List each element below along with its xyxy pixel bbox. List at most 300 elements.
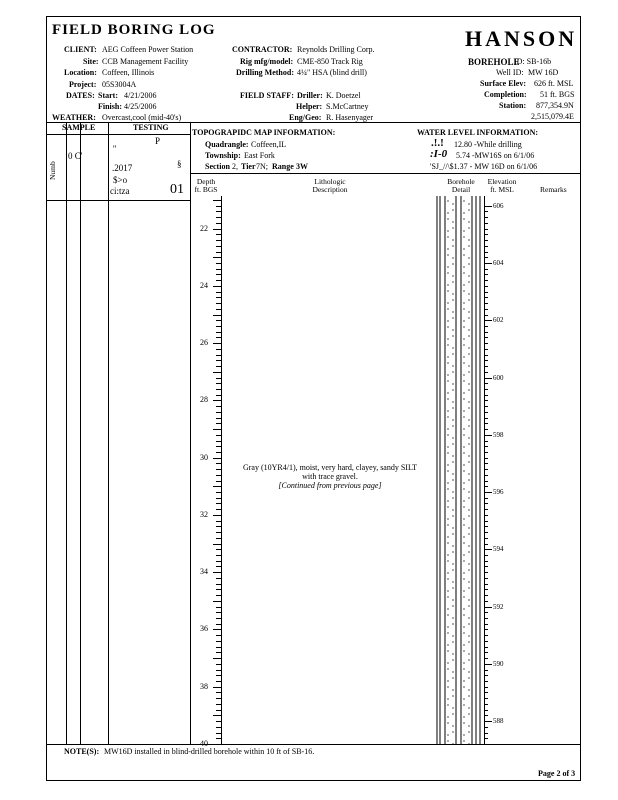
elevation-tick [484, 400, 488, 401]
elevation-tick [484, 675, 488, 676]
elevation-tick [484, 240, 488, 241]
elevation-label: 588 [493, 717, 504, 726]
elevation-tick [484, 710, 488, 711]
township-label: Township: [205, 151, 241, 160]
elevation-tick [484, 360, 488, 361]
elev-header-2: ft. MSL [490, 185, 514, 194]
station-label: Station: [499, 101, 527, 110]
elevation-tick [484, 544, 488, 545]
sample-label: SAMPLE [62, 123, 96, 132]
depth-tick [216, 326, 221, 327]
litho-header-2: Description [312, 185, 348, 194]
header-fragment-a: '' [113, 144, 117, 154]
depth-tick [216, 698, 221, 699]
depth-tick [216, 360, 221, 361]
col-line-1 [66, 122, 67, 744]
elevation-tick [484, 206, 492, 207]
finish-value: 4/25/2006 [124, 102, 157, 111]
elevation-tick [484, 274, 488, 275]
elevation-tick [484, 372, 488, 373]
depth-tick [213, 744, 221, 745]
topo-title: TOPOGRAPIDC MAP INFORMATION: [192, 128, 336, 137]
remarks-header: Remarks [540, 185, 567, 194]
elevation-tick [484, 366, 488, 367]
elevation-tick [484, 658, 488, 659]
depth-label: 34 [200, 567, 208, 577]
depth-tick [216, 332, 221, 333]
depth-tick [216, 549, 221, 550]
range-value: 3W [296, 162, 308, 171]
elevation-tick [484, 566, 488, 567]
elevation-tick [484, 223, 488, 224]
depth-tick [213, 229, 221, 230]
elevation-tick [484, 326, 488, 327]
table-bottom [46, 744, 581, 745]
elevation-tick [484, 492, 492, 493]
notes-label: NOTE(S): [64, 747, 100, 756]
depth-tick [216, 492, 221, 493]
elevation-tick [484, 641, 488, 642]
depth-tick [216, 412, 221, 413]
water-symbol-2: :I-0 [430, 148, 448, 160]
elevation-tick [484, 687, 488, 688]
elevation-tick [484, 429, 488, 430]
elevation-tick [484, 618, 488, 619]
depth-label: 36 [200, 624, 208, 634]
elevation-tick [484, 343, 488, 344]
field-staff-label: FIELD STAFF: [240, 91, 294, 100]
elevation-tick [484, 458, 488, 459]
page-number: Page 2 of 3 [538, 769, 576, 778]
elevation-tick [484, 664, 492, 665]
depth-tick [216, 532, 221, 533]
elevation-tick [484, 715, 488, 716]
depth-tick [216, 292, 221, 293]
depth-tick [216, 274, 221, 275]
depth-tick [216, 337, 221, 338]
depth-tick [213, 372, 221, 373]
depth-tick [216, 578, 221, 579]
depth-tick [216, 320, 221, 321]
depth-tick [216, 240, 221, 241]
elevation-tick [484, 503, 488, 504]
completion-label: Completion: [484, 90, 527, 99]
elevation-tick [484, 406, 488, 407]
depth-tick [216, 389, 221, 390]
header-fragment-g: 01 [170, 182, 184, 197]
depth-tick [216, 635, 221, 636]
elevation-tick [484, 389, 488, 390]
elevation-tick [484, 549, 492, 550]
rig-label: Rig mfg/model: [240, 57, 294, 66]
elevation-tick [484, 452, 488, 453]
elevation-tick [484, 538, 488, 539]
depth-tick [213, 429, 221, 430]
depth-tick [216, 595, 221, 596]
header-fragment-c: $>o [113, 175, 128, 185]
elevation-tick [484, 612, 488, 613]
project-label: Project: [69, 80, 97, 89]
depth-tick [216, 406, 221, 407]
elevation-tick [484, 463, 488, 464]
depth-tick [216, 418, 221, 419]
elevation-tick [484, 355, 488, 356]
depth-tick [216, 452, 221, 453]
rig-value: CME-850 Track Rig [297, 57, 363, 66]
depth-tick [216, 561, 221, 562]
depth-tick [213, 315, 221, 316]
depth-tick [216, 704, 221, 705]
depth-tick [213, 200, 221, 201]
depth-tick [213, 343, 221, 344]
depth-tick [216, 607, 221, 608]
sample-rule [46, 134, 190, 135]
site-value: CCB Management Facility [102, 57, 189, 66]
elevation-label: 594 [493, 545, 504, 554]
driller-label: Driller: [297, 91, 323, 100]
depth-header: Depth [196, 177, 216, 186]
elevation-tick [484, 601, 488, 602]
depth-label: 22 [200, 223, 208, 233]
depth-tick [213, 515, 221, 516]
depth-tick [216, 217, 221, 218]
depth-label: 32 [200, 509, 208, 519]
depth-tick [216, 509, 221, 510]
elevation-label: 604 [493, 258, 504, 267]
depth-tick [216, 521, 221, 522]
elevation-tick [484, 234, 488, 235]
depth-tick [216, 383, 221, 384]
method-label: Drilling Method: [236, 68, 294, 77]
depth-tick [216, 297, 221, 298]
elevation-tick [484, 418, 488, 419]
elevation-tick [484, 280, 488, 281]
borehole-header: Borehole [447, 177, 475, 186]
depth-tick [216, 641, 221, 642]
elevation-tick [484, 589, 488, 590]
depth-tick [216, 612, 221, 613]
water-level-2: 5.74 -MW16S on 6/1/06 [456, 151, 535, 160]
elevation-tick [484, 727, 488, 728]
notes-text: MW16D installed in blind-drilled borehole within 10 ft of SB-16. [104, 747, 315, 756]
elevation-tick [484, 692, 488, 693]
depth-tick [216, 738, 221, 739]
elevation-tick [484, 246, 488, 247]
elevation-tick [484, 509, 488, 510]
elevation-tick [484, 252, 488, 253]
depth-tick [216, 223, 221, 224]
depth-tick [213, 687, 221, 688]
elevation-tick [484, 561, 488, 562]
elevation-tick [484, 211, 488, 212]
depth-tick [216, 498, 221, 499]
elevation-tick [484, 681, 488, 682]
elevation-tick [484, 738, 488, 739]
elevation-tick [484, 595, 488, 596]
contractor-value: Reynolds Drilling Corp. [297, 45, 375, 54]
elevation-tick [484, 652, 488, 653]
elevation-tick [484, 263, 492, 264]
depth-tick [216, 234, 221, 235]
water-symbol-1: .!.! [431, 137, 444, 149]
elevation-tick [484, 349, 488, 350]
elevation-label: 598 [493, 430, 504, 439]
section-value: 2, [232, 162, 238, 171]
elevation-tick [484, 383, 488, 384]
client-label: CLIENT: [64, 45, 97, 54]
elevation-tick [484, 441, 488, 442]
elevation-tick [484, 297, 488, 298]
surface-value: 626 ft. MSL [534, 79, 574, 88]
elevation-tick [484, 446, 488, 447]
elevation-label: 606 [493, 201, 504, 210]
depth-tick [216, 710, 221, 711]
depth-tick [213, 486, 221, 487]
elevation-tick [484, 704, 488, 705]
depth-tick [213, 658, 221, 659]
elevation-tick [484, 303, 488, 304]
description-line-1: Gray (10YR4/1), moist, very hard, clayey, sandy SILT [242, 463, 418, 472]
location-value: Coffeen, Illinois [102, 68, 155, 77]
elevation-tick [484, 670, 488, 671]
depth-tick [216, 692, 221, 693]
depth-label: 28 [200, 395, 208, 405]
left-header-rule [46, 200, 190, 201]
section-label: Section [205, 162, 230, 171]
depth-tick [216, 681, 221, 682]
description-line-3: [Continued from previous page] [278, 481, 382, 490]
depth-tick [213, 544, 221, 545]
contractor-label: CONTRACTOR: [232, 45, 293, 54]
depth-tick [216, 349, 221, 350]
tier-value: 7N; [256, 162, 268, 171]
well-label: Well ID: [496, 68, 524, 77]
depth-tick [216, 395, 221, 396]
depth-tick [216, 355, 221, 356]
elevation-tick [484, 532, 488, 533]
col-line-3 [108, 122, 109, 744]
location-label: Location: [64, 68, 97, 77]
depth-tick [216, 246, 221, 247]
helper-value: S.McCartney [326, 102, 369, 111]
quad-value: Coffeen,IL [251, 140, 287, 149]
site-label: Site: [83, 57, 99, 66]
depth-tick [216, 721, 221, 722]
depth-label: 30 [200, 452, 208, 462]
depth-tick [213, 257, 221, 258]
helper-label: Helper: [296, 102, 323, 111]
elevation-tick [484, 498, 488, 499]
water-level-3: 'SJ_//\$1.37 - MW 16D on 6/1/06 [430, 162, 538, 171]
project-value: 05S3004A [102, 80, 137, 89]
depth-tick [216, 435, 221, 436]
elevation-tick [484, 337, 488, 338]
driller-value: K. Doetzel [326, 91, 361, 100]
elevation-tick [484, 269, 488, 270]
borehole-header-2: Detail [451, 185, 471, 194]
depth-tick [213, 400, 221, 401]
borehole-diagram [436, 196, 484, 744]
depth-tick [216, 652, 221, 653]
header-divider [46, 122, 581, 123]
eng-value: R. Hasenyager [326, 113, 374, 122]
surface-label: Surface Elev: [480, 79, 526, 88]
brand-logo: HANSON [465, 26, 578, 51]
elevation-tick [484, 481, 488, 482]
elevation-tick [484, 572, 488, 573]
elevation-tick [484, 435, 492, 436]
depth-tick [216, 446, 221, 447]
elevation-tick [484, 555, 488, 556]
borehole-value: ID: SB-16b [514, 57, 552, 66]
elevation-tick [484, 607, 492, 608]
finish-label: Finish: [98, 102, 123, 111]
elevation-label: 602 [493, 316, 504, 325]
depth-tick [216, 584, 221, 585]
elevation-tick [484, 486, 488, 487]
depth-tick [216, 670, 221, 671]
elevation-tick [484, 286, 488, 287]
depth-tick [216, 566, 221, 567]
weather-label: WEATHER: [52, 113, 96, 122]
depth-axis [221, 196, 222, 744]
page-title: FIELD BORING LOG [52, 22, 216, 38]
elevation-tick [484, 469, 488, 470]
depth-tick [213, 715, 221, 716]
elevation-tick [484, 395, 488, 396]
station-north: 877,354.9N [536, 101, 574, 110]
elevation-tick [484, 332, 488, 333]
depth-tick [216, 503, 221, 504]
depth-tick [216, 475, 221, 476]
header-fragment-b: .2017 [112, 163, 133, 173]
start-value: 4/21/2006 [124, 91, 157, 100]
depth-label: 26 [200, 338, 208, 348]
elevation-tick [484, 423, 488, 424]
client-value: AEG Coffeen Power Station [102, 45, 194, 54]
elevation-tick [484, 320, 492, 321]
depth-tick [216, 589, 221, 590]
depth-label: 24 [200, 280, 208, 290]
depth-tick [216, 463, 221, 464]
depth-tick [216, 423, 221, 424]
elevation-tick [484, 475, 488, 476]
depth-tick [216, 538, 221, 539]
start-label: Start: [98, 91, 118, 100]
elevation-tick [484, 635, 488, 636]
elevation-label: 596 [493, 488, 504, 497]
elevation-tick [484, 515, 488, 516]
weather-value: Overcast,cool (mid-40's) [102, 113, 182, 122]
depth-tick [216, 469, 221, 470]
eng-label: Eng/Geo: [289, 113, 322, 122]
depth-tick [216, 309, 221, 310]
elevation-tick [484, 721, 492, 722]
elevation-tick [484, 378, 492, 379]
water-title: WATER LEVEL INFORMATION: [417, 128, 539, 137]
elevation-tick [484, 733, 488, 734]
borehole-label: BOREHOLE [468, 57, 520, 67]
depth-tick [216, 269, 221, 270]
depth-tick [216, 733, 221, 734]
elevation-tick [484, 629, 488, 630]
depth-tick [216, 252, 221, 253]
quad-label: Quadrangle: [205, 140, 249, 149]
elevation-tick [484, 315, 488, 316]
depth-label: 38 [200, 681, 208, 691]
depth-tick [216, 441, 221, 442]
completion-value: 51 ft. BGS [540, 90, 575, 99]
range-label: Range [272, 162, 294, 171]
depth-tick [216, 526, 221, 527]
station-east: 2,515,079.4E [531, 112, 574, 121]
col-line-2 [80, 122, 81, 744]
info-divider [190, 173, 581, 174]
header-fragment-f: P [155, 136, 161, 146]
depth-tick [216, 366, 221, 367]
depth-tick [216, 555, 221, 556]
depth-tick [216, 263, 221, 264]
depth-tick [213, 572, 221, 573]
elevation-tick [484, 521, 488, 522]
elevation-tick [484, 217, 488, 218]
depth-tick [216, 664, 221, 665]
litho-header: Lithologic [314, 177, 346, 186]
tier-label: Tier [241, 162, 256, 171]
depth-tick [216, 618, 221, 619]
number-header: Numb [48, 161, 57, 180]
depth-tick [216, 280, 221, 281]
depth-tick [216, 727, 221, 728]
depth-tick [216, 647, 221, 648]
depth-tick [213, 629, 221, 630]
township-value: East Fork [244, 151, 275, 160]
depth-tick [213, 286, 221, 287]
elevation-tick [484, 309, 488, 310]
depth-tick [216, 481, 221, 482]
dates-label: DATES: [66, 91, 95, 100]
depth-tick [216, 303, 221, 304]
elevation-tick [484, 292, 488, 293]
elevation-tick [484, 578, 488, 579]
method-value: 4¼" HSA (blind drill) [297, 68, 367, 77]
depth-tick [213, 601, 221, 602]
depth-tick [216, 211, 221, 212]
elevation-tick [484, 624, 488, 625]
col-line-4 [190, 122, 191, 744]
depth-tick [216, 624, 221, 625]
elevation-label: 592 [493, 602, 504, 611]
depth-unit: ft. BGS [194, 185, 218, 194]
elevation-tick [484, 257, 488, 258]
depth-tick [216, 206, 221, 207]
depth-label: 40 [200, 739, 208, 748]
depth-tick [216, 675, 221, 676]
elevation-tick [484, 412, 488, 413]
elevation-tick [484, 584, 488, 585]
elevation-label: 600 [493, 373, 504, 382]
elevation-tick [484, 647, 488, 648]
water-level-1: 12.80 -While drilling [454, 140, 522, 149]
elevation-tick [484, 744, 488, 745]
header-fragment-h: § [177, 159, 182, 169]
depth-tick [213, 458, 221, 459]
testing-label: TESTING [133, 123, 169, 132]
description-line-2: with trace gravel. [302, 472, 358, 481]
well-value: MW 16D [528, 68, 559, 77]
elevation-tick [484, 229, 488, 230]
elevation-tick [484, 698, 488, 699]
